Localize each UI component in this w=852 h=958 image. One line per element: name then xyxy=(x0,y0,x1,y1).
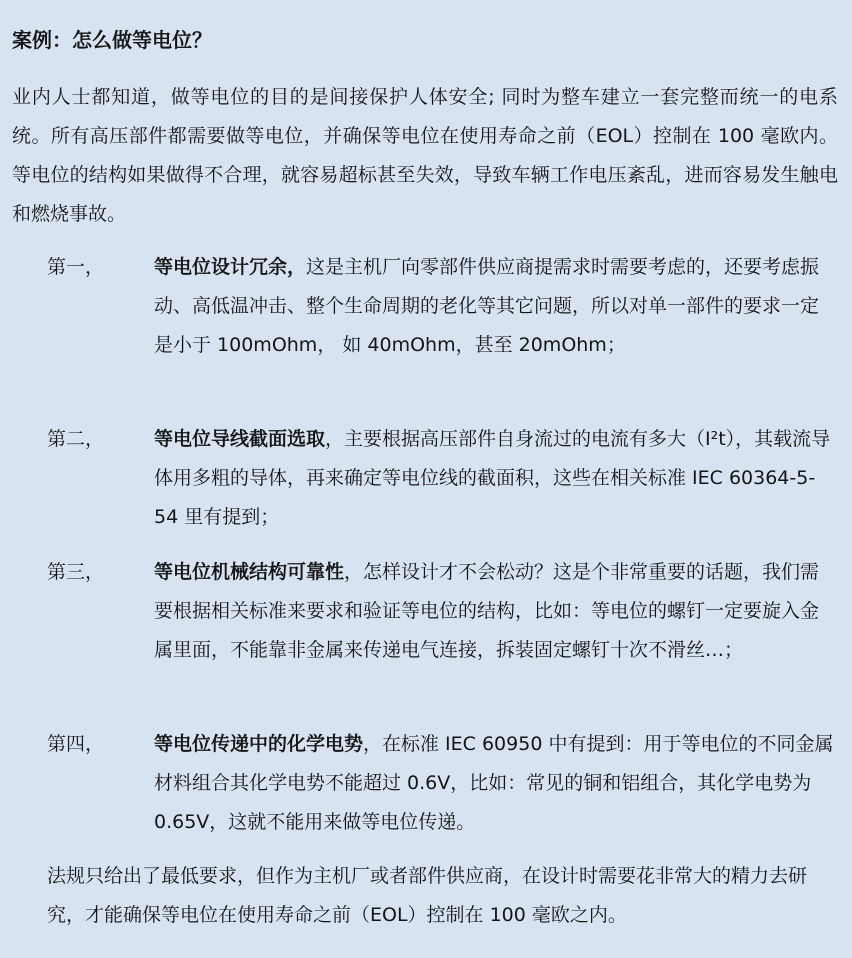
item-text: ，在标准 IEC 60950 中有提到：用于等电位的不同金属材料组合其化学电势不能超过 0.6V，比如：常见的铜和铝组合，其化学电势为 0.65V，这就不能用来做等电位传递。 xyxy=(154,733,834,833)
item-marker: 第二， xyxy=(47,428,105,450)
item-content xyxy=(154,248,837,365)
item-lead: 等电位导线截面选取 xyxy=(154,428,326,450)
list-item-fourth xyxy=(47,725,837,842)
intro-paragraph: 业内人士都知道，做等电位的目的是间接保护人体安全; 同时为整车建立一套完整而统一的电系统。所有高压部件都需要做等电位，并确保等电位在使用寿命之前（EOL）控制在 100 毫欧内。等电位的结构如果做得不合理，就容易超标甚至失效，导致车辆工作电压紊乱，进而容易发生触电和燃烧事故。 xyxy=(12,86,838,225)
closing-paragraph: 法规只给出了最低要求，但作为主机厂或者部件供应商，在设计时需要花非常大的精力去研究，才能确保等电位在使用寿命之前（EOL）控制在 100 毫欧之内。 xyxy=(47,865,808,926)
item-lead: 等电位传递中的化学电势 xyxy=(154,733,364,755)
item-content xyxy=(154,420,837,537)
item-marker: 第一， xyxy=(47,256,105,278)
item-content xyxy=(154,725,837,842)
item-text: ，主要根据高压部件自身流过的电流有多大（I²t），其载流导体用多粗的导体，再来确定等电位线的截面积，这些在相关标准 IEC 60364-5-54 里有提到； xyxy=(154,428,831,528)
list-item-first xyxy=(47,248,837,365)
item-lead: 等电位机械结构可靠性 xyxy=(154,561,345,583)
list-item-third xyxy=(47,553,837,670)
case-title: 案例：怎么做等电位？ xyxy=(12,28,212,52)
list-item-second xyxy=(47,420,837,537)
item-marker: 第四， xyxy=(47,733,105,755)
item-marker: 第三， xyxy=(47,561,105,583)
item-lead: 等电位设计冗余， xyxy=(154,256,307,278)
item-text: 这是主机厂向零部件供应商提需求时需要考虑的，还要考虑振动、高低温冲击、整个生命周期的老化等其它问题，所以对单一部件的要求一定是小于 100mOhm， 如 40mOhm，甚至 20mOhm； xyxy=(154,256,820,356)
item-text: ，怎样设计才不会松动？这是个非常重要的话题，我们需要根据相关标准来要求和验证等电位的结构，比如：等电位的螺钉一定要旋入金属里面，不能靠非金属来传递电气连接，拆装固定螺钉十次不滑丝…； xyxy=(154,561,820,661)
item-content xyxy=(154,553,837,670)
